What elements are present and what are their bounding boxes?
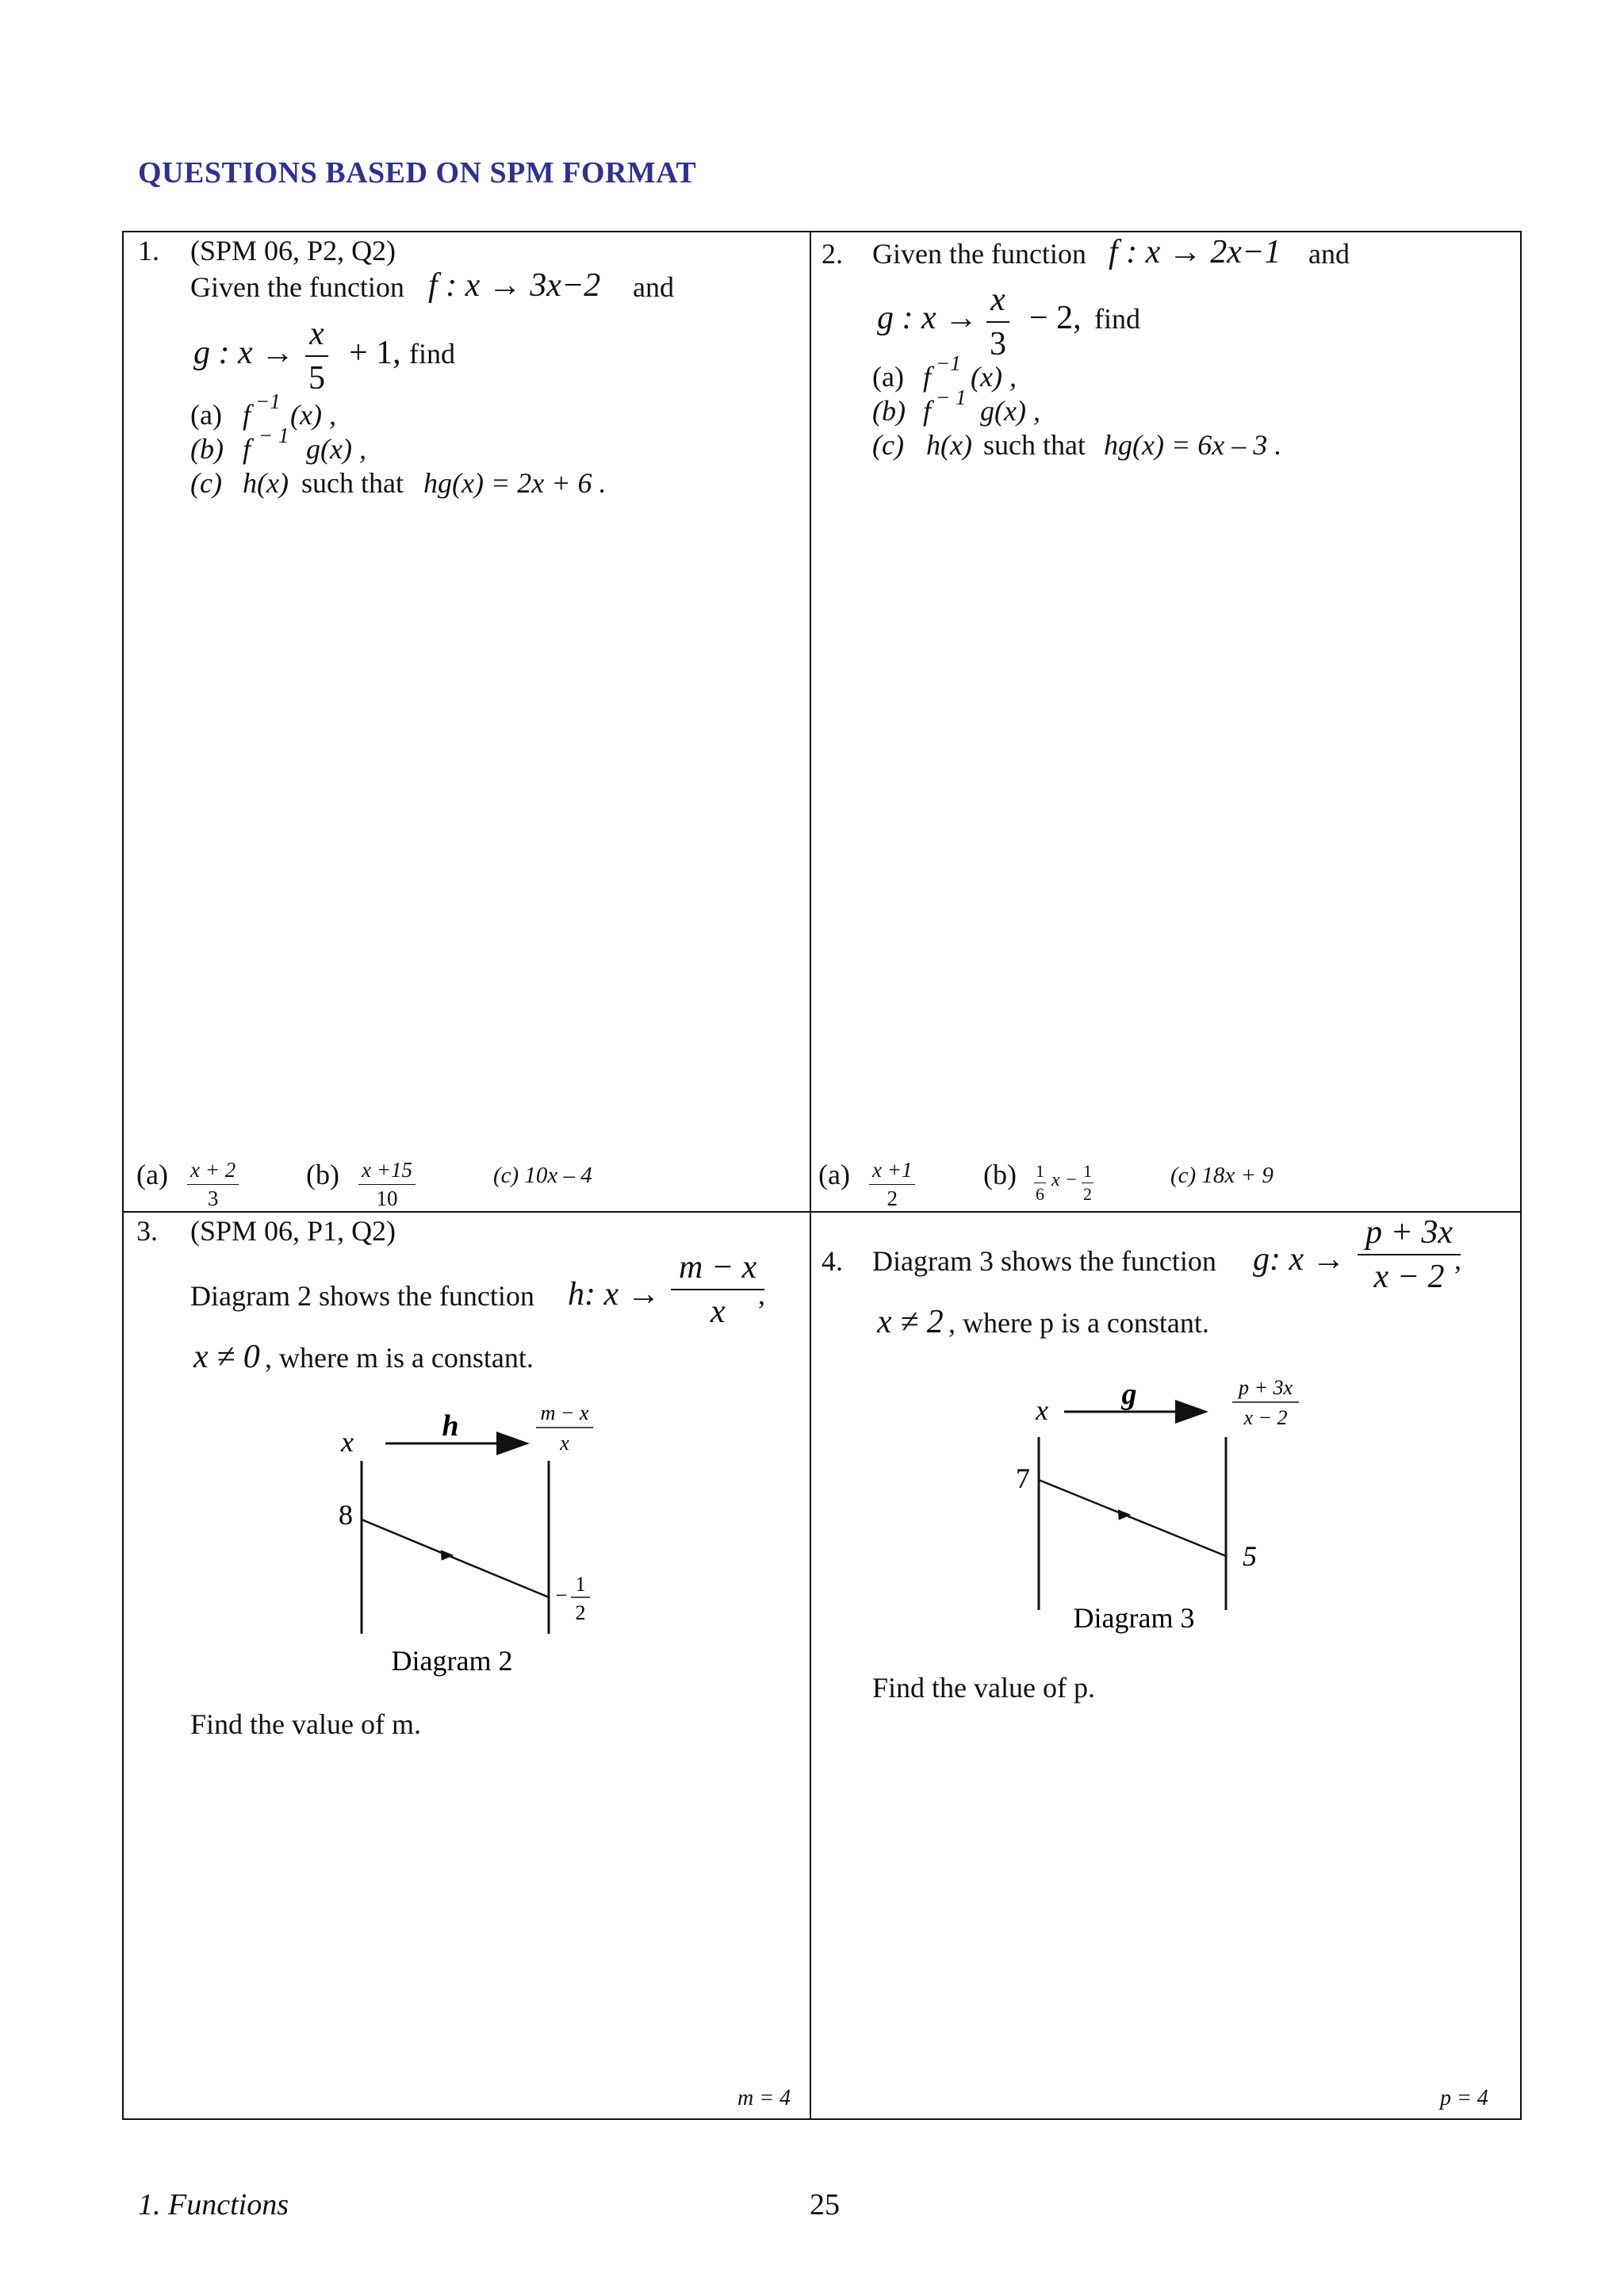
part-label: (c) [872,429,904,461]
grid-divider-horizontal [122,1211,1522,1213]
answer-b-middle: x − [1051,1170,1078,1190]
question-source: (SPM 06, P2, Q2) [190,235,396,266]
function-g-fraction [1358,1216,1461,1294]
codomain-denominator: x [560,1432,569,1455]
fraction-denominator: 3 [986,321,1009,361]
function-g-prefix: g : x → [193,335,295,371]
task-text: Find the value of p. [872,1672,1095,1704]
part-label: (b) [190,433,224,465]
fraction-numerator: m − x [679,1249,757,1286]
diagram-caption: Diagram 2 [391,1645,513,1677]
inverse-exponent: −1 [255,389,281,413]
and-text: and [1308,238,1350,270]
answer-label-b: (b) [306,1159,339,1190]
fraction-denominator: 5 [305,355,328,395]
domain-label: x [341,1426,354,1458]
question-intro: Given the function [872,238,1086,270]
part-text: g(x) , [306,433,366,465]
part-h: h(x) [243,467,289,499]
condition: x ≠ 2 [877,1304,944,1340]
codomain-denominator: x − 2 [1243,1406,1288,1429]
answer-a-fraction [187,1159,239,1209]
diagram-caption: Diagram 3 [1073,1602,1195,1634]
input-value: 8 [339,1499,353,1531]
answer-label-a: (a) [818,1159,850,1190]
fraction-denominator: x − 2 [1358,1254,1461,1294]
grid-divider-vertical [810,231,811,2118]
condition-text: , where p is a constant. [948,1307,1209,1339]
part-text: (x) , [290,399,336,431]
output-sign: − [555,1584,568,1607]
task-text: Find the value of m. [190,1708,421,1740]
arrow-label: g [1121,1378,1137,1411]
inverse-exponent: − 1 [259,424,289,447]
page-heading: QUESTIONS BASED ON SPM FORMAT [138,156,697,190]
domain-label: x [1036,1394,1048,1426]
function-g-suffix: + 1, [349,335,401,371]
part-label: (a) [872,361,904,393]
fraction-numerator: p + 3x [1365,1214,1453,1251]
part-text: g(x) , [980,395,1040,427]
part-label: (a) [190,399,222,431]
arrow-label: h [442,1409,459,1443]
part-text: (x) , [971,361,1017,393]
fraction-denominator: 3 [187,1184,239,1209]
page-number: 25 [810,2188,840,2221]
output-value: 5 [1243,1540,1257,1572]
function-h-prefix: h: x → [568,1276,661,1313]
inverse-exponent: − 1 [936,385,967,409]
fraction-numerator: x [990,282,1005,318]
such-that-text: such that [301,467,404,499]
part-h: h(x) [926,429,972,461]
fraction-numerator: 1 [1083,1161,1092,1181]
function-g-fraction [305,317,328,395]
inverse-f: f [923,395,932,427]
part-label: (b) [872,395,906,427]
find-text: find [1094,303,1140,335]
output-denominator: 2 [575,1601,586,1624]
function-f-definition: f : x → 3x−2 [428,267,601,304]
fraction-denominator: x [671,1289,764,1328]
inverse-exponent: −1 [936,351,961,375]
condition: x ≠ 0 [193,1339,260,1375]
answer-b-fraction-1 [1034,1163,1046,1203]
question-number: 3. [136,1215,158,1247]
part-label: (c) [190,467,222,499]
such-that-text: such that [983,429,1086,461]
output-numerator: 1 [575,1573,586,1596]
function-g-fraction [986,283,1009,361]
fraction-denominator: 6 [1036,1184,1044,1204]
answer-label-a: (a) [136,1159,168,1190]
answer-b-fraction-2 [1082,1163,1094,1203]
fraction-numerator: x +1 [872,1158,913,1182]
fraction-numerator: x [309,316,324,352]
answer-c: (c) 10x – 4 [493,1163,592,1188]
fraction-denominator: 10 [358,1184,416,1209]
and-text: and [633,271,674,303]
codomain-numerator: m − x [540,1401,589,1424]
arrow-diagram-3 [1007,1372,1324,1658]
question-number: 2. [822,238,843,270]
find-text: find [409,338,455,370]
codomain-numerator: p + 3x [1238,1376,1293,1399]
question-intro: Diagram 2 shows the function [190,1280,534,1312]
question-intro: Given the function [190,271,404,303]
part-condition: hg(x) = 6x – 3 . [1104,429,1282,461]
function-g-prefix: g: x → [1253,1241,1346,1278]
question-number: 4. [822,1245,843,1277]
answer-label-b: (b) [983,1159,1017,1190]
condition-text: , where m is a constant. [265,1342,534,1374]
answer: m = 4 [737,2086,791,2110]
chapter-footer: 1. Functions [138,2188,289,2221]
question-source: (SPM 06, P1, Q2) [190,1215,396,1247]
answer-a-fraction [869,1159,915,1209]
function-g-suffix: − 2, [1029,300,1082,336]
comma: , [1454,1244,1461,1275]
question-number: 1. [138,235,159,266]
comma: , [758,1278,765,1310]
inverse-f: f [243,433,251,465]
answer-c: (c) 18x + 9 [1170,1163,1274,1188]
mapping-line [362,1520,549,1597]
question-intro: Diagram 3 shows the function [872,1245,1216,1277]
part-condition: hg(x) = 2x + 6 . [423,467,607,499]
input-value: 7 [1016,1462,1030,1494]
answer: p = 4 [1440,2086,1488,2110]
inverse-f: f [923,361,932,393]
fraction-numerator: 1 [1036,1161,1044,1181]
inverse-f: f [243,399,251,431]
function-g-prefix: g : x → [877,300,979,336]
answer-b-fraction [358,1159,416,1209]
function-h-fraction [671,1251,764,1328]
fraction-numerator: x +15 [362,1158,412,1182]
fraction-denominator: 2 [869,1184,915,1209]
fraction-numerator: x + 2 [190,1158,236,1182]
fraction-denominator: 2 [1083,1184,1092,1204]
function-f-definition: f : x → 2x−1 [1109,234,1281,270]
mapping-line [1039,1480,1226,1556]
arrow-diagram-2 [317,1396,634,1681]
